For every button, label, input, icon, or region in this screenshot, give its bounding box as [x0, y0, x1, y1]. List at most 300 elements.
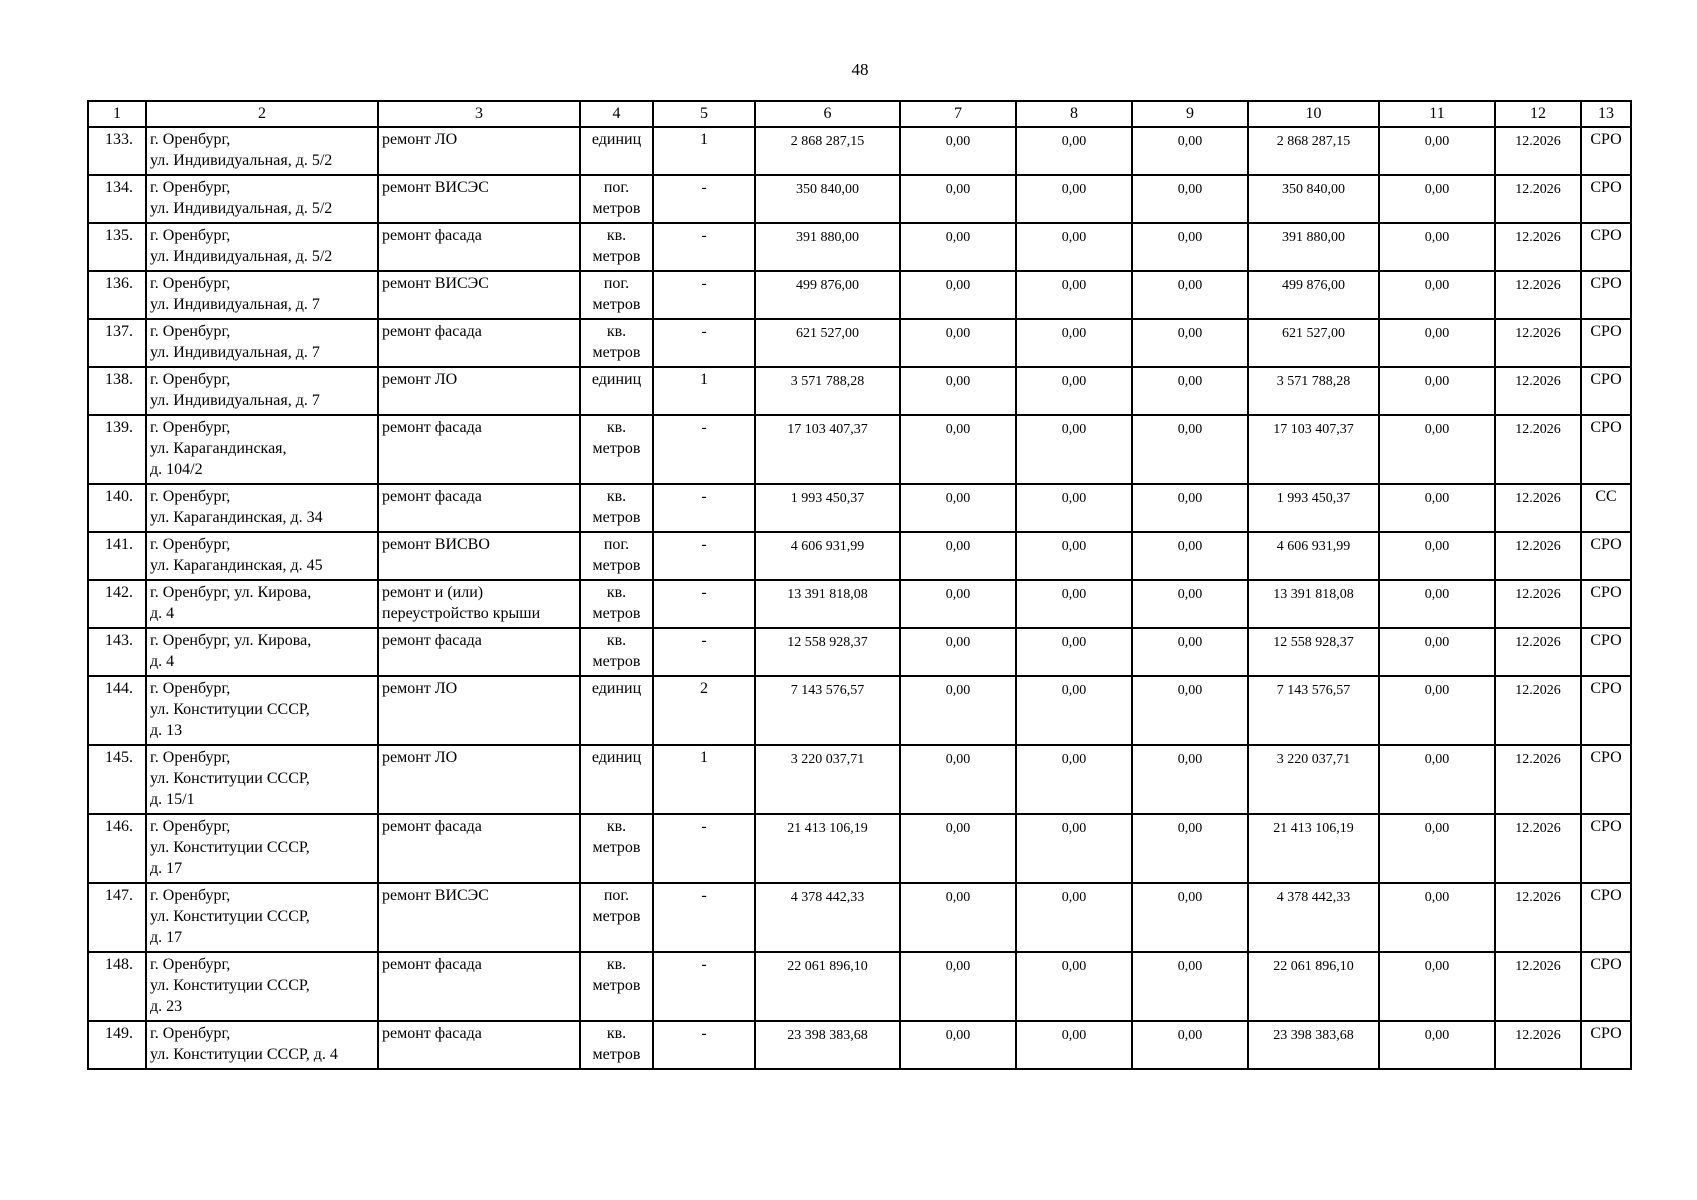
other-funds-cell-text: 0,00	[1424, 326, 1450, 341]
page-number: 48	[851, 60, 869, 79]
other-funds-cell	[1379, 532, 1495, 580]
fund-cell	[900, 484, 1016, 532]
budget-cell	[1016, 580, 1132, 628]
table-row	[88, 319, 1631, 367]
quantity-cell-text: -	[701, 179, 707, 196]
column-number: 12	[1495, 101, 1581, 127]
unit-cell	[580, 745, 653, 814]
table-row	[88, 532, 1631, 580]
other-funds-cell	[1379, 415, 1495, 484]
fund-cell-text: 0,00	[945, 326, 971, 341]
owners-funds-cell-text: 12 558 928,37	[1273, 635, 1354, 650]
deadline-cell	[1495, 676, 1581, 745]
method-cell-text: СРО	[1590, 275, 1622, 292]
total-cost-cell-text: 22 061 896,10	[787, 959, 868, 974]
local-budget-cell-text: 0,00	[1177, 422, 1203, 437]
budget-cell-text: 0,00	[1061, 1028, 1087, 1043]
work-type-cell	[378, 883, 580, 952]
deadline-cell-text: 12.2026	[1515, 491, 1561, 506]
method-cell-text: СС	[1595, 488, 1617, 505]
unit-cell-text: единиц	[591, 749, 642, 766]
budget-cell	[1016, 814, 1132, 883]
budget-cell	[1016, 1021, 1132, 1069]
owners-funds-cell	[1248, 1021, 1379, 1069]
other-funds-cell	[1379, 223, 1495, 271]
other-funds-cell-text: 0,00	[1424, 890, 1450, 905]
row-number-text: 141.	[105, 536, 133, 553]
unit-cell-text: единиц	[591, 680, 642, 697]
fund-cell-text: 0,00	[945, 890, 971, 905]
address-cell	[146, 814, 378, 883]
fund-cell	[900, 628, 1016, 676]
total-cost-cell-text: 1 993 450,37	[790, 491, 865, 506]
owners-funds-cell-text: 4 606 931,99	[1276, 539, 1351, 554]
method-cell	[1581, 319, 1631, 367]
work-type-cell-text: ремонт фасада	[382, 956, 482, 973]
method-cell	[1581, 484, 1631, 532]
local-budget-cell	[1132, 952, 1248, 1021]
fund-cell-text: 0,00	[945, 821, 971, 836]
deadline-cell-text: 12.2026	[1515, 890, 1561, 905]
work-type-cell-text: ремонт ВИСЭС	[382, 179, 489, 196]
deadline-cell-text: 12.2026	[1515, 539, 1561, 554]
quantity-cell-text: -	[701, 227, 707, 244]
work-type-cell-text: ремонт ЛО	[382, 371, 458, 388]
other-funds-cell-text: 0,00	[1424, 374, 1450, 389]
method-cell	[1581, 1021, 1631, 1069]
method-cell-text: СРО	[1590, 956, 1622, 973]
deadline-cell-text: 12.2026	[1515, 278, 1561, 293]
total-cost-cell-text: 13 391 818,08	[787, 587, 868, 602]
column-number: 6	[755, 101, 900, 127]
other-funds-cell-text: 0,00	[1424, 1028, 1450, 1043]
budget-cell	[1016, 484, 1132, 532]
deadline-cell-text: 12.2026	[1515, 752, 1561, 767]
other-funds-cell-text: 0,00	[1424, 491, 1450, 506]
total-cost-cell-text: 7 143 576,57	[790, 683, 865, 698]
deadline-cell-text: 12.2026	[1515, 374, 1561, 389]
row-number	[88, 952, 146, 1021]
owners-funds-cell-text: 4 378 442,33	[1276, 890, 1351, 905]
column-number: 2	[146, 101, 378, 127]
quantity-cell	[653, 814, 755, 883]
quantity-cell-text: -	[701, 887, 707, 904]
method-cell	[1581, 628, 1631, 676]
local-budget-cell-text: 0,00	[1177, 539, 1203, 554]
quantity-cell	[653, 676, 755, 745]
total-cost-cell-text: 4 378 442,33	[790, 890, 865, 905]
owners-funds-cell	[1248, 628, 1379, 676]
unit-cell	[580, 676, 653, 745]
owners-funds-cell-text: 21 413 106,19	[1273, 821, 1354, 836]
owners-funds-cell-text: 7 143 576,57	[1276, 683, 1351, 698]
budget-cell-text: 0,00	[1061, 326, 1087, 341]
fund-cell-text: 0,00	[945, 422, 971, 437]
deadline-cell	[1495, 484, 1581, 532]
budget-cell-text: 0,00	[1061, 752, 1087, 767]
address-cell-text: г. Оренбург, ул. Индивидуальная, д. 5/2	[150, 227, 333, 265]
quantity-cell	[653, 628, 755, 676]
table-row	[88, 127, 1631, 175]
local-budget-cell	[1132, 367, 1248, 415]
column-number-row	[88, 101, 1631, 127]
unit-cell-text: кв. метров	[592, 488, 641, 526]
fund-cell	[900, 1021, 1016, 1069]
local-budget-cell-text: 0,00	[1177, 821, 1203, 836]
deadline-cell	[1495, 745, 1581, 814]
method-cell	[1581, 883, 1631, 952]
method-cell	[1581, 814, 1631, 883]
other-funds-cell	[1379, 628, 1495, 676]
budget-cell-text: 0,00	[1061, 587, 1087, 602]
row-number-text: 139.	[105, 419, 133, 436]
row-number-text: 147.	[105, 887, 133, 904]
total-cost-cell	[755, 883, 900, 952]
total-cost-cell-text: 4 606 931,99	[790, 539, 865, 554]
work-type-cell-text: ремонт и (или) переустройство крыши	[382, 584, 541, 622]
address-cell	[146, 175, 378, 223]
work-type-cell-text: ремонт фасада	[382, 632, 482, 649]
local-budget-cell	[1132, 628, 1248, 676]
address-cell	[146, 271, 378, 319]
other-funds-cell	[1379, 676, 1495, 745]
address-cell-text: г. Оренбург, ул. Конституции СССР, д. 4	[150, 1025, 338, 1063]
fund-cell	[900, 223, 1016, 271]
unit-cell	[580, 175, 653, 223]
row-number-text: 146.	[105, 818, 133, 835]
work-type-cell	[378, 1021, 580, 1069]
column-number: 3	[378, 101, 580, 127]
local-budget-cell	[1132, 271, 1248, 319]
total-cost-cell	[755, 745, 900, 814]
local-budget-cell-text: 0,00	[1177, 134, 1203, 149]
address-cell	[146, 952, 378, 1021]
total-cost-cell	[755, 271, 900, 319]
local-budget-cell	[1132, 814, 1248, 883]
quantity-cell-text: 1	[700, 131, 708, 148]
row-number	[88, 415, 146, 484]
method-cell-text: СРО	[1590, 227, 1622, 244]
fund-cell	[900, 580, 1016, 628]
total-cost-cell	[755, 319, 900, 367]
local-budget-cell-text: 0,00	[1177, 890, 1203, 905]
row-number-text: 149.	[105, 1025, 133, 1042]
unit-cell-text: кв. метров	[592, 419, 641, 457]
deadline-cell-text: 12.2026	[1515, 182, 1561, 197]
method-cell-text: СРО	[1590, 749, 1622, 766]
fund-cell	[900, 271, 1016, 319]
budget-cell-text: 0,00	[1061, 821, 1087, 836]
other-funds-cell-text: 0,00	[1424, 182, 1450, 197]
row-number	[88, 1021, 146, 1069]
quantity-cell-text: -	[701, 956, 707, 973]
budget-cell-text: 0,00	[1061, 422, 1087, 437]
other-funds-cell	[1379, 1021, 1495, 1069]
work-type-cell	[378, 745, 580, 814]
column-number: 5	[653, 101, 755, 127]
row-number	[88, 883, 146, 952]
address-cell-text: г. Оренбург, ул. Индивидуальная, д. 7	[150, 275, 320, 313]
method-cell-text: СРО	[1590, 1025, 1622, 1042]
local-budget-cell-text: 0,00	[1177, 278, 1203, 293]
deadline-cell	[1495, 532, 1581, 580]
total-cost-cell	[755, 952, 900, 1021]
address-cell	[146, 127, 378, 175]
unit-cell-text: кв. метров	[592, 323, 641, 361]
budget-cell-text: 0,00	[1061, 635, 1087, 650]
table-row	[88, 367, 1631, 415]
unit-cell-text: единиц	[591, 131, 642, 148]
deadline-cell-text: 12.2026	[1515, 821, 1561, 836]
budget-cell	[1016, 367, 1132, 415]
local-budget-cell-text: 0,00	[1177, 587, 1203, 602]
quantity-cell-text: 2	[700, 680, 708, 697]
fund-cell-text: 0,00	[945, 959, 971, 974]
deadline-cell-text: 12.2026	[1515, 635, 1561, 650]
owners-funds-cell	[1248, 580, 1379, 628]
other-funds-cell-text: 0,00	[1424, 539, 1450, 554]
fund-cell-text: 0,00	[945, 752, 971, 767]
deadline-cell-text: 12.2026	[1515, 230, 1561, 245]
fund-cell-text: 0,00	[945, 635, 971, 650]
total-cost-cell-text: 391 880,00	[796, 230, 859, 245]
work-type-cell-text: ремонт ВИСЭС	[382, 887, 489, 904]
local-budget-cell-text: 0,00	[1177, 959, 1203, 974]
deadline-cell-text: 12.2026	[1515, 422, 1561, 437]
fund-cell-text: 0,00	[945, 539, 971, 554]
table-row	[88, 628, 1631, 676]
unit-cell	[580, 223, 653, 271]
column-number: 8	[1016, 101, 1132, 127]
address-cell-text: г. Оренбург, ул. Конституции СССР, д. 23	[150, 956, 310, 1015]
owners-funds-cell	[1248, 367, 1379, 415]
local-budget-cell	[1132, 676, 1248, 745]
unit-cell	[580, 952, 653, 1021]
method-cell	[1581, 532, 1631, 580]
unit-cell-text: кв. метров	[592, 1025, 641, 1063]
row-number-text: 134.	[105, 179, 133, 196]
unit-cell	[580, 367, 653, 415]
deadline-cell-text: 12.2026	[1515, 134, 1561, 149]
table-row	[88, 952, 1631, 1021]
budget-cell-text: 0,00	[1061, 491, 1087, 506]
total-cost-cell	[755, 415, 900, 484]
budget-cell-text: 0,00	[1061, 683, 1087, 698]
address-cell-text: г. Оренбург, ул. Индивидуальная, д. 5/2	[150, 179, 333, 217]
fund-cell	[900, 415, 1016, 484]
other-funds-cell	[1379, 271, 1495, 319]
budget-cell-text: 0,00	[1061, 539, 1087, 554]
address-cell-text: г. Оренбург, ул. Карагандинская, д. 34	[150, 488, 323, 526]
quantity-cell-text: -	[701, 632, 707, 649]
work-type-cell-text: ремонт фасада	[382, 488, 482, 505]
fund-cell	[900, 127, 1016, 175]
owners-funds-cell	[1248, 319, 1379, 367]
local-budget-cell	[1132, 175, 1248, 223]
quantity-cell	[653, 952, 755, 1021]
work-type-cell	[378, 814, 580, 883]
owners-funds-cell	[1248, 223, 1379, 271]
work-type-cell-text: ремонт ЛО	[382, 749, 458, 766]
quantity-cell	[653, 367, 755, 415]
fund-cell-text: 0,00	[945, 374, 971, 389]
budget-cell-text: 0,00	[1061, 959, 1087, 974]
deadline-cell	[1495, 628, 1581, 676]
quantity-cell-text: -	[701, 584, 707, 601]
budget-cell-text: 0,00	[1061, 134, 1087, 149]
owners-funds-cell-text: 17 103 407,37	[1273, 422, 1354, 437]
deadline-cell-text: 12.2026	[1515, 959, 1561, 974]
work-type-cell-text: ремонт фасада	[382, 419, 482, 436]
work-type-cell	[378, 628, 580, 676]
deadline-cell-text: 12.2026	[1515, 683, 1561, 698]
method-cell-text: СРО	[1590, 887, 1622, 904]
quantity-cell	[653, 271, 755, 319]
deadline-cell	[1495, 415, 1581, 484]
work-type-cell-text: ремонт фасада	[382, 1025, 482, 1042]
total-cost-cell	[755, 628, 900, 676]
work-type-cell	[378, 484, 580, 532]
table-row	[88, 676, 1631, 745]
row-number-text: 137.	[105, 323, 133, 340]
total-cost-cell-text: 12 558 928,37	[787, 635, 868, 650]
table-row	[88, 883, 1631, 952]
quantity-cell-text: -	[701, 323, 707, 340]
local-budget-cell	[1132, 1021, 1248, 1069]
budget-cell-text: 0,00	[1061, 890, 1087, 905]
owners-funds-cell-text: 1 993 450,37	[1276, 491, 1351, 506]
budget-cell	[1016, 952, 1132, 1021]
table-row	[88, 271, 1631, 319]
row-number-text: 138.	[105, 371, 133, 388]
owners-funds-cell-text: 621 527,00	[1282, 326, 1345, 341]
row-number	[88, 367, 146, 415]
unit-cell-text: кв. метров	[592, 818, 641, 856]
unit-cell	[580, 127, 653, 175]
work-type-cell	[378, 580, 580, 628]
method-cell-text: СРО	[1590, 584, 1622, 601]
work-type-cell-text: ремонт фасада	[382, 227, 482, 244]
column-number: 10	[1248, 101, 1379, 127]
quantity-cell-text: -	[701, 818, 707, 835]
other-funds-cell-text: 0,00	[1424, 959, 1450, 974]
owners-funds-cell	[1248, 745, 1379, 814]
row-number-text: 135.	[105, 227, 133, 244]
budget-cell-text: 0,00	[1061, 278, 1087, 293]
method-cell	[1581, 952, 1631, 1021]
address-cell	[146, 883, 378, 952]
unit-cell-text: кв. метров	[592, 227, 641, 265]
address-cell-text: г. Оренбург, ул. Индивидуальная, д. 5/2	[150, 131, 333, 169]
local-budget-cell-text: 0,00	[1177, 752, 1203, 767]
column-number: 11	[1379, 101, 1495, 127]
budget-cell	[1016, 319, 1132, 367]
quantity-cell-text: -	[701, 536, 707, 553]
deadline-cell	[1495, 175, 1581, 223]
total-cost-cell-text: 23 398 383,68	[787, 1028, 868, 1043]
work-type-cell-text: ремонт фасада	[382, 818, 482, 835]
row-number	[88, 676, 146, 745]
unit-cell-text: кв. метров	[592, 584, 641, 622]
owners-funds-cell	[1248, 952, 1379, 1021]
local-budget-cell-text: 0,00	[1177, 230, 1203, 245]
fund-cell	[900, 319, 1016, 367]
unit-cell-text: пог. метров	[592, 275, 641, 313]
unit-cell	[580, 415, 653, 484]
budget-cell-text: 0,00	[1061, 374, 1087, 389]
total-cost-cell-text: 3 571 788,28	[790, 374, 865, 389]
method-cell-text: СРО	[1590, 632, 1622, 649]
method-cell-text: СРО	[1590, 179, 1622, 196]
total-cost-cell-text: 2 868 287,15	[790, 134, 865, 149]
method-cell	[1581, 745, 1631, 814]
fund-cell-text: 0,00	[945, 182, 971, 197]
owners-funds-cell	[1248, 271, 1379, 319]
fund-cell-text: 0,00	[945, 134, 971, 149]
total-cost-cell	[755, 676, 900, 745]
row-number	[88, 223, 146, 271]
local-budget-cell	[1132, 319, 1248, 367]
total-cost-cell-text: 621 527,00	[796, 326, 859, 341]
work-type-cell	[378, 415, 580, 484]
other-funds-cell	[1379, 883, 1495, 952]
address-cell-text: г. Оренбург, ул. Конституции СССР, д. 13	[150, 680, 310, 739]
column-number: 7	[900, 101, 1016, 127]
deadline-cell	[1495, 814, 1581, 883]
table-row	[88, 580, 1631, 628]
unit-cell	[580, 628, 653, 676]
deadline-cell	[1495, 127, 1581, 175]
quantity-cell-text: -	[701, 488, 707, 505]
local-budget-cell	[1132, 883, 1248, 952]
address-cell-text: г. Оренбург, ул. Конституции СССР, д. 15/1	[150, 749, 310, 808]
method-cell	[1581, 175, 1631, 223]
quantity-cell	[653, 127, 755, 175]
other-funds-cell-text: 0,00	[1424, 422, 1450, 437]
deadline-cell	[1495, 883, 1581, 952]
other-funds-cell	[1379, 952, 1495, 1021]
total-cost-cell	[755, 367, 900, 415]
owners-funds-cell-text: 499 876,00	[1282, 278, 1345, 293]
local-budget-cell-text: 0,00	[1177, 374, 1203, 389]
quantity-cell-text: -	[701, 275, 707, 292]
local-budget-cell	[1132, 532, 1248, 580]
local-budget-cell	[1132, 127, 1248, 175]
local-budget-cell-text: 0,00	[1177, 182, 1203, 197]
table-row	[88, 484, 1631, 532]
owners-funds-cell-text: 350 840,00	[1282, 182, 1345, 197]
quantity-cell-text: 1	[700, 749, 708, 766]
address-cell	[146, 676, 378, 745]
work-type-cell	[378, 127, 580, 175]
owners-funds-cell	[1248, 814, 1379, 883]
deadline-cell	[1495, 223, 1581, 271]
address-cell	[146, 484, 378, 532]
method-cell	[1581, 223, 1631, 271]
unit-cell	[580, 484, 653, 532]
work-type-cell	[378, 175, 580, 223]
unit-cell-text: кв. метров	[592, 956, 641, 994]
quantity-cell	[653, 883, 755, 952]
address-cell-text: г. Оренбург, ул. Индивидуальная, д. 7	[150, 323, 320, 361]
address-cell-text: г. Оренбург, ул. Конституции СССР, д. 17	[150, 887, 310, 946]
table-row	[88, 814, 1631, 883]
owners-funds-cell-text: 391 880,00	[1282, 230, 1345, 245]
row-number	[88, 532, 146, 580]
row-number-text: 145.	[105, 749, 133, 766]
total-cost-cell	[755, 1021, 900, 1069]
other-funds-cell-text: 0,00	[1424, 821, 1450, 836]
